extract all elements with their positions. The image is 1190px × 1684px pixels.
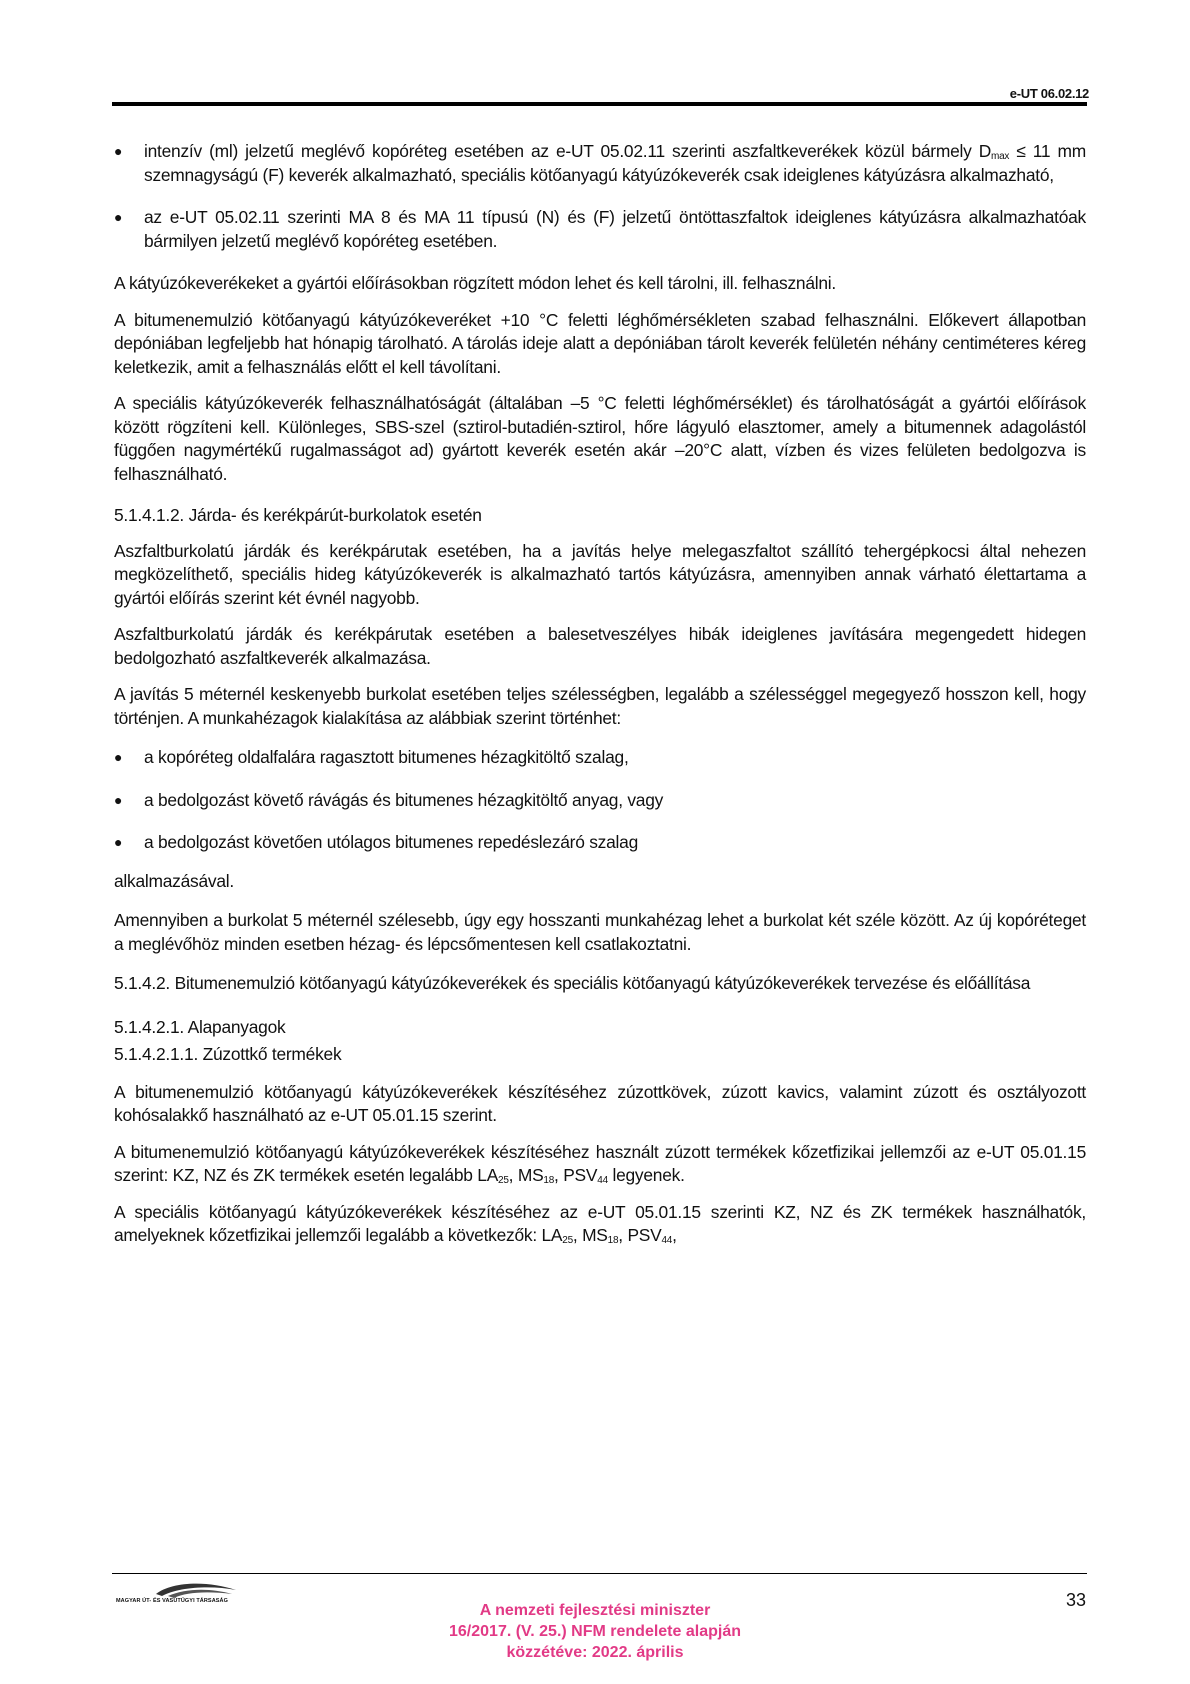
stamp-line: 16/2017. (V. 25.) NFM rendelete alapján	[449, 1623, 741, 1640]
bullet-item	[114, 831, 1086, 855]
document-code: e-UT 06.02.12	[1009, 86, 1089, 101]
paragraph: A javítás 5 méternél keskenyebb burkolat esetében teljes szélességben, legalább a szélességgel megegyező hosszon kell, hogy történjen. A munkahézagok kialakítása az alábbiak szerint történhet:	[114, 684, 1086, 728]
footer-rule	[112, 1573, 1087, 1574]
paragraph: Aszfaltburkolatú járdák és kerékpárutak esetében, ha a javítás helye melegaszfaltot szállító tehergépkocsi által nehezen megközelíthető, speciális hideg kátyúzókeverék is alkalmazható tartós kátyúzásra, amennyiben annak várható élettartama a gyártói előírás szerint két évnél nagyobb.	[114, 540, 1086, 608]
bullet-icon: ●	[114, 834, 123, 850]
header-rule	[112, 102, 1087, 106]
society-logo-text: MAGYAR ÚT- ÉS VASÚTÜGYI TÁRSASÁG	[116, 1598, 228, 1604]
paragraph: alkalmazásával.	[114, 870, 234, 891]
bullet-icon: ●	[114, 791, 123, 808]
stamp-line: közzétéve: 2022. április	[506, 1644, 684, 1661]
bullet-text: az e-UT 05.02.11 szerinti MA 8 és MA 11 típusú (N) és (F) jelzetű öntöttaszfaltok ideiglenes kátyúzásra alkalmazhatóak bármilyen jelzetű meglévő kopóréteg esetében.	[144, 207, 1086, 251]
bullet-icon: ●	[114, 209, 123, 225]
stamp-line: A nemzeti fejlesztési miniszter	[479, 1602, 711, 1619]
bullet-text: intenzív (ml) jelzetű meglévő kopóréteg esetében az e-UT 05.02.11 szerinti aszfaltkeverékek közül bármely $D_{max} \le 11$ mm szemnagyságú (F) keverék alkalmazható, speciális kötőanyagú kátyúzókeverék csak ideiglenes kátyúzásra alkalmazható,	[144, 141, 1086, 185]
page-body	[114, 140, 1086, 1261]
paragraph: A bitumenemulzió kötőanyagú kátyúzókeveréket +10 °C feletti léghőmérsékleten szabad felhasználni. Előkevert állapotban depóniában legfeljebb hat hónapig tárolható. A tárolás ideje alatt a depóniában tárolt keverék felületén néhány centiméteres kéreg keletkezik, amit a felhasználás előtt el kell távolítani.	[114, 309, 1086, 377]
section-heading: 5.1.4.2.1.1. Zúzottkő termékek	[114, 1044, 342, 1064]
paragraph: A bitumenemulzió kötőanyagú kátyúzókeverékek készítéséhez zúzottkövek, zúzott kavics, valamint zúzott és osztályozott kohósalakkő használható az e-UT 05.01.15 szerint.	[114, 1081, 1086, 1125]
bullet-icon: ●	[114, 749, 123, 765]
section-heading: 5.1.4.2.1. Alapanyagok	[114, 1016, 286, 1037]
bullet-text: a bedolgozást követő rávágás és bitumenes hézagkitöltő anyag, vagy	[144, 789, 664, 810]
bullet-text: a bedolgozást követően utólagos bitumenes repedéslezáró szalag	[144, 832, 638, 852]
bullet-item	[114, 206, 1086, 253]
bullet-item	[114, 746, 1086, 770]
paragraph: A kátyúzókeverékeket a gyártói előírásokban rögzített módon lehet és kell tárolni, ill. felhasználni.	[114, 273, 836, 293]
page-number: 33	[1065, 1590, 1086, 1610]
paragraph: Amennyiben a burkolat 5 méternél szélesebb, úgy egy hosszanti munkahézag lehet a burkolat két széle között. Az új kopóréteget a meglévőhöz minden esetben hézag- és lépcsőmentesen kell csatlakoztatni.	[114, 910, 1086, 954]
section-heading: 5.1.4.1.2. Járda- és kerékpárút-burkolatok esetén	[114, 505, 482, 525]
paragraph: A speciális kötőanyagú kátyúzókeverékek készítéséhez az e-UT 05.01.15 szerinti KZ, NZ és ZK termékek használhatók, amelyeknek kőzetfizikai jellemzői legalább a következők: $LA_{25}$, $MS_{18}$, $PSV_{44}$,	[114, 1201, 1086, 1246]
bullet-item	[114, 140, 1086, 187]
paragraph: A bitumenemulzió kötőanyagú kátyúzókeverékek készítéséhez használt zúzott termékek kőzetfizikai jellemzői az e-UT 05.01.15 szerint: KZ, NZ és ZK termékek esetén legalább $LA_{25}$, $MS_{18}$, $PSV_{44}$ legyenek.	[114, 1141, 1086, 1186]
bullet-item	[114, 789, 1086, 813]
bullet-text: a kopóréteg oldalfalára ragasztott bitumenes hézagkitöltő szalag,	[144, 747, 629, 767]
paragraph: A speciális kátyúzókeverék felhasználhatóságát (általában –5 °C feletti léghőmérséklet) és tárolhatóságát a gyártói előírások között rögzíteni kell. Különleges, SBS-szel (sztirol-butadién-sztirol, hőre lágyuló elasztomer, amely a bitumennek adagolástól függően nagymértékű rugalmasságot ad) gyártott keverék esetén akár –20°C alatt, vízben és vizes felületen bedolgozva is felhasználható.	[114, 393, 1086, 484]
bullet-icon: ●	[114, 143, 123, 159]
section-heading: 5.1.4.2. Bitumenemulzió kötőanyagú kátyúzókeverékek és speciális kötőanyagú kátyúzókeverékek tervezése és előállítása	[114, 973, 1031, 993]
publication-stamp	[395, 1600, 795, 1663]
paragraph: Aszfaltburkolatú járdák és kerékpárutak esetében a balesetveszélyes hibák ideiglenes javítására megengedett hidegen bedolgozható aszfaltkeverék alkalmazása.	[114, 624, 1086, 668]
